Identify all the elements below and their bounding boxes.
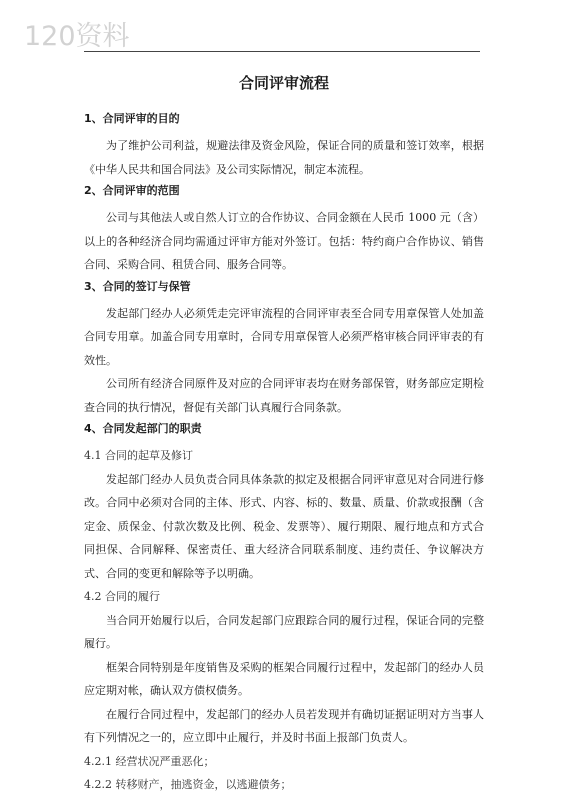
section-3-heading: 3、合同的签订与保管 bbox=[84, 279, 191, 293]
section-4-2-paragraph-3: 在履行合同过程中，发起部门的经办人员若发现并有确切证据证明对方当事人有下列情况之一的，应立即中止履行，并及时书面上报部门负责人。 bbox=[84, 707, 484, 744]
section-4-2-paragraph-2: 框架合同特别是年度销售及采购的框架合同履行过程中，发起部门的经办人员应定期对帐，确认双方债权债务。 bbox=[84, 660, 484, 697]
section-2-paragraph: 公司与其他法人或自然人订立的合作协议、合同金额在人民币 1000 元（含）以上的各种经济合同均需通过评审方能对外签订。包括：特约商户合作协议、销售合同、采购合同、租赁合同、服务合同等。 bbox=[84, 211, 484, 271]
section-4-1-paragraph: 发起部门经办人员负责合同具体条款的拟定及根据合同评审意见对合同进行修改。合同中必须对合同的主体、形式、内容、标的、数量、质量、价款或报酬（含定金、质保金、付款次数及比例、税金、发票等）、履行期限、履行地点和方式合同担保、合同解释、保密责任、重大经济合同联系制度、违约责任、争议解决方式、合同的变更和解除等予以明确。 bbox=[84, 472, 484, 580]
section-3-paragraph-1: 发起部门经办人必须凭走完评审流程的合同评审表至合同专用章保管人处加盖合同专用章。加盖合同专用章时，合同专用章保管人必须严格审核合同评审表的有效性。 bbox=[84, 306, 484, 367]
subsection-4-2-2: 4.2.2 转移财产，抽逃资金，以逃避债务； bbox=[84, 778, 292, 791]
section-1-paragraph: 为了维护公司利益，规避法律及资金风险，保证合同的质量和签订效率，根据《中华人民共和国合同法》及公司实际情况，制定本流程。 bbox=[84, 139, 484, 176]
subsection-4-2-1: 4.2.1 经营状况严重恶化； bbox=[84, 754, 215, 768]
section-3-paragraph-2: 公司所有经济合同原件及对应的合同评审表均在财务部保管，财务部应定期检查合同的执行情况，督促有关部门认真履行合同条款。 bbox=[84, 377, 484, 414]
subsection-4-2-heading: 4.2 合同的履行 bbox=[84, 590, 160, 603]
subsection-4-1-heading: 4.1 合同的起草及修订 bbox=[84, 449, 193, 462]
section-1-heading: 1、合同评审的目的 bbox=[84, 112, 180, 125]
document-body bbox=[84, 72, 484, 797]
watermark-logo: 120资料 bbox=[24, 21, 130, 52]
section-4-heading: 4、合同发起部门的职责 bbox=[84, 422, 202, 435]
section-4-2-paragraph-1: 当合同开始履行以后，合同发起部门应跟踪合同的履行过程，保证合同的完整履行。 bbox=[84, 613, 484, 650]
document-title: 合同评审流程 bbox=[238, 74, 329, 92]
header-rule bbox=[84, 51, 480, 52]
section-2-heading: 2、合同评审的范围 bbox=[84, 184, 180, 197]
